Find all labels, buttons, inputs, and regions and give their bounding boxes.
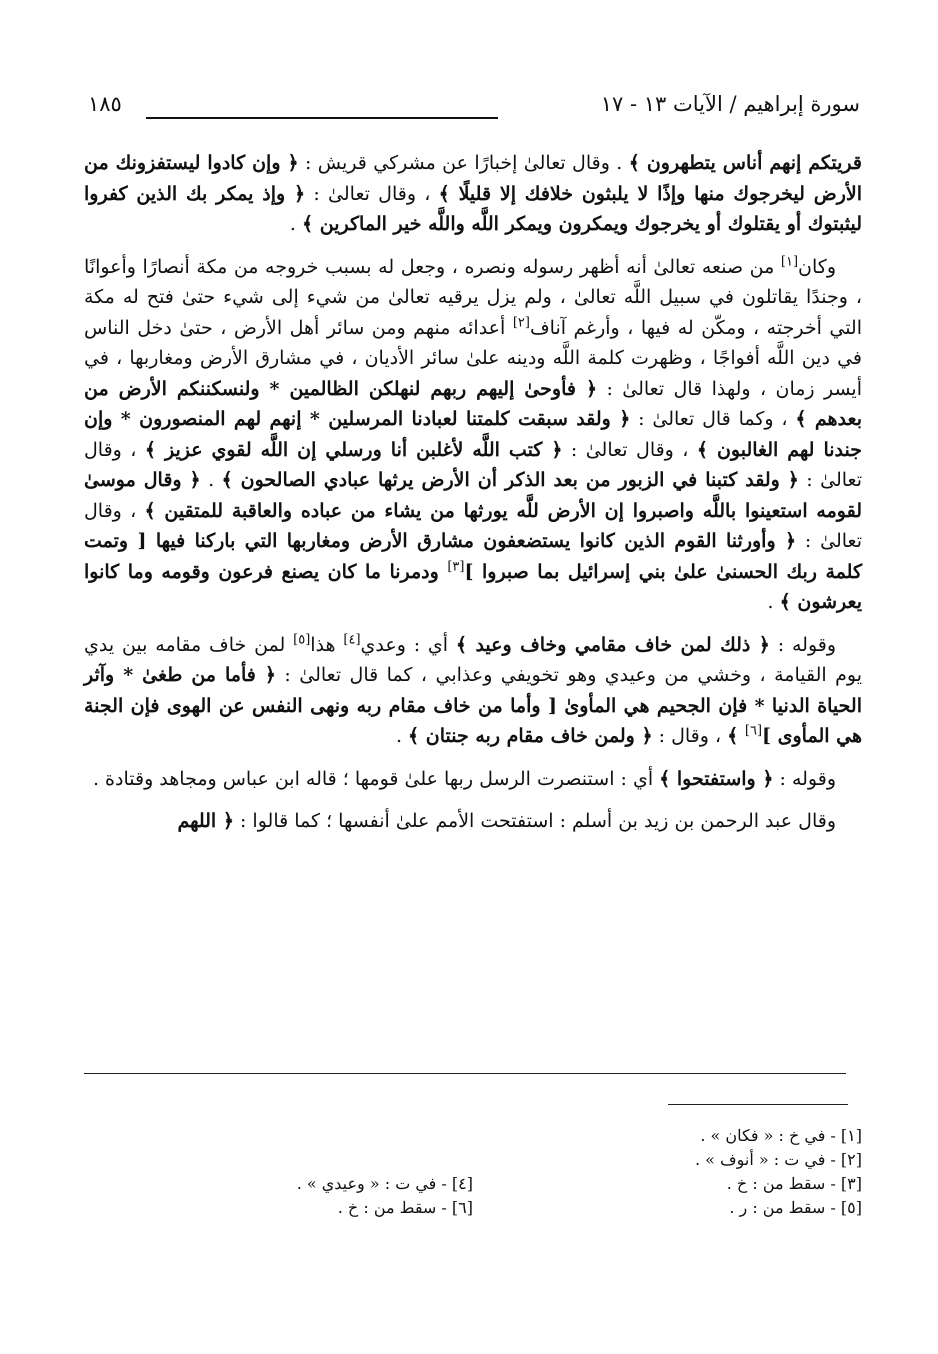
body-text: أعدائه منهم ومن سائر أهل الأرض ، حتىٰ دخل الناس في دين اللَّه أفواجًا ، وظهرت كلمة اللَّه ودينه علىٰ سائر الأديان ، في مشارق الأرض ومغاربها ، في أيسر زمان ، ولهذا قال تعالىٰ : [84,316,862,400]
footnote-2: [٢] - في ت : « أنوف » . [694,1150,862,1169]
body-text: وقوله : [769,633,837,656]
paragraph-2 [84,252,862,618]
body-text: لمن خاف مقامه بين يدي يوم القيامة ، وخشي من وعيدي وهو تخويفي وعذابي ، كما قال تعالىٰ : [84,633,862,686]
body-text: ، وقال تعالىٰ : [305,182,439,205]
quran-quote: قريتكم إنهم أناس يتطهرون ﴾ [628,152,862,174]
footnote-4: [٤] - في ت : « وعيدي » . [296,1174,473,1193]
footnote-3: [٣] - سقط من : خ . [726,1174,862,1193]
body-text: ، وقال تعالىٰ : [562,438,697,461]
main-text [84,148,862,849]
body-text: ، وكما قال تعالىٰ : [630,408,796,430]
quran-quote: ﴿ ولمن خاف مقام ربه جنتان ﴾ [408,725,653,747]
body-text: وقال عبد الرحمن بن زيد بن أسلم : استفتحت الأمم علىٰ أنفسها ؛ كما قالوا : [233,810,836,832]
quran-quote: ﴿ كتب اللَّه لأغلبن أنا ورسلي إن اللَّه لقوي عزيز ﴾ [144,438,563,461]
text-underline-rule [84,1073,846,1074]
quran-quote: ﴿ فأوحىٰ إليهم ربهم لنهلكن الظالمين * ولنسكننكم الأرض من بعدهم ﴾ [84,377,862,430]
page-number: ١٨٥ [88,92,122,116]
body-text: . [767,591,780,613]
body-text: وكان [798,255,836,278]
quran-quote: ﴿ وإذ يمكر بك الذين كفروا ليثبتوك أو يقتلوك أو يخرجوك ويمكرون ويمكر اللَّه واللَّه خير الماكرين ﴾ [84,182,862,235]
body-text: . [289,213,303,235]
quran-quote: ﴿ وإن كادوا ليستفزونك من الأرض ليخرجوك منها وإذًا لا يلبثون خلافك إلا قليلًا ﴾ [84,152,863,205]
quran-quote: ﴿ ذلك لمن خاف مقامي وخاف وعيد ﴾ [455,633,770,656]
header-rule [146,117,498,119]
quran-quote: ﴾ [727,725,745,747]
footnote-ref: [٣] [447,559,465,575]
body-text: . [200,469,222,491]
footnote-row [84,1172,862,1196]
quran-quote: ودمرنا ما كان يصنع فرعون وقومه وما كانوا يعرشون ﴾ [84,560,862,613]
quran-quote: ﴿ اللهم [177,810,234,832]
footnote-6: [٦] - سقط من : خ . [337,1198,473,1217]
footnote-row [84,1124,862,1148]
paragraph-1 [84,148,862,240]
quran-quote: ﴿ واستفتحوا ﴾ [659,767,774,790]
quran-quote: ﴿ وأورثنا القوم الذين كانوا يستضعفون مشارق الأرض ومغاربها التي باركنا فيها [ وتمت كلمة ربك الحسنىٰ علىٰ بني إسرائيل بما صبروا ] [84,530,862,583]
quran-quote: ﴿ فأما من طغىٰ * وآثر الحياة الدنيا * فإن الجحيم هي المأوىٰ [ وأما من خاف مقام ربه ونهى النفس عن الهوى فإن الجنة هي المأوى ] [84,664,862,747]
body-text: أي : استنصرت الرسل ربها علىٰ قومها ؛ قاله ابن عباس ومجاهد وقتادة . [92,767,660,790]
paragraph-4 [84,764,862,795]
body-text: . وقال تعالىٰ إخبارًا عن مشركي قريش : [298,152,629,174]
footnote-row [84,1148,862,1172]
footnote-5: [٥] - سقط من : ر . [729,1198,862,1217]
body-text: . [395,725,409,747]
body-text: ، وقال : [652,725,728,747]
body-text: ، وقال تعالىٰ : [84,438,862,491]
quran-quote: ﴿ ولقد سبقت كلمتنا لعبادنا المرسلين * إنهم لهم المنصورون * وإن جندنا لهم الغالبون ﴾ [84,408,862,461]
footnote-ref: [٦] [744,723,763,739]
body-text: من صنعه تعالىٰ أنه أظهر رسوله ونصره ، وجعل له بسبب خروجه من مكة أنصارًا وأعوانًا ، وجندًا يقاتلون في سبيل اللَّه تعالىٰ ، ولم يزل يرقيه تعالىٰ من شيء إلى شيء حتىٰ فتح له مكة التي أخرجته ، ومكّن له فيها ، وأرغم آناف [84,255,862,339]
body-text: ، وقال تعالىٰ : [84,499,862,552]
footnote-ref: [٢] [512,315,530,331]
body-text: أي : وعدي [360,633,456,656]
footnote-1: [١] - في خ : « فكان » . [700,1126,862,1145]
footnotes [84,1124,862,1220]
page-header [88,92,860,132]
footnote-row [84,1196,862,1220]
body-text: هذا [310,633,344,656]
quran-quote: ﴿ وقال موسىٰ لقومه استعينوا باللَّه واصبروا إن الأرض للَّه يورثها من يشاء من عباده والعاقبة للمتقين ﴾ [84,469,862,522]
running-title: سورة إبراهيم / الآيات ١٣ - ١٧ [600,92,860,116]
quran-quote: ﴿ ولقد كتبنا في الزبور من بعد الذكر أن الأرض يرثها عبادي الصالحون ﴾ [221,469,799,491]
body-text: وقوله : [773,767,836,790]
footnote-ref: [١] [780,254,799,270]
paragraph-3 [84,630,862,752]
footnote-ref: [٥] [293,632,311,648]
footnote-ref: [٤] [343,632,361,648]
paragraph-5 [84,806,862,837]
footnote-separator [668,1104,848,1105]
